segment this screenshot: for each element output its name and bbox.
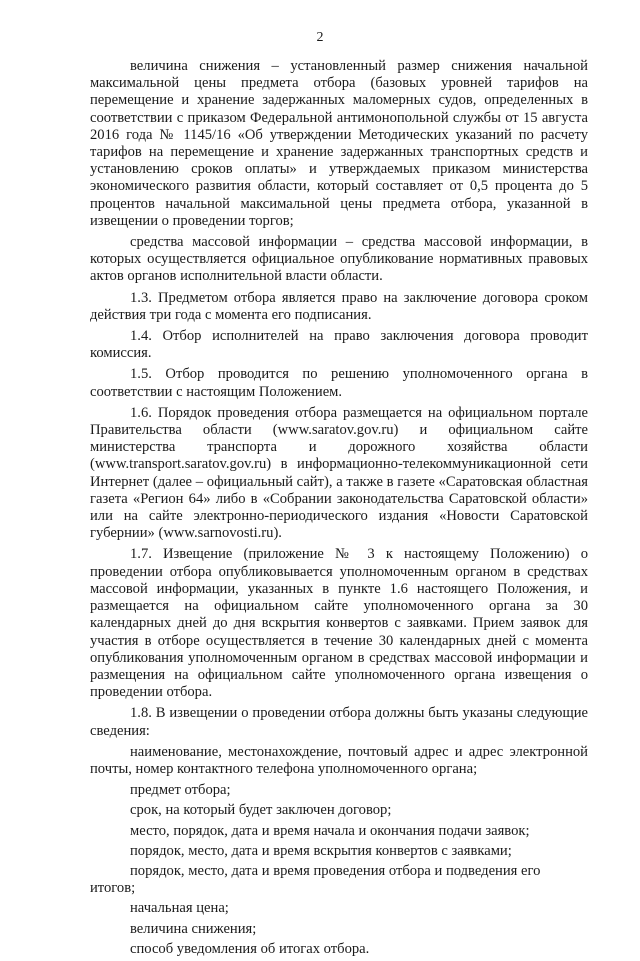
list-item: срок, на который будет заключен договор; xyxy=(130,802,392,819)
paragraph-1-7: 1.7. Извещение (приложение № 3 к настоящему Положению) о проведении отбора опубликовывается уполномоченным органом в средствах массовой информации, указанных в пункте 1.6 настоящего Положения, и размещается на официальном сайте уполномоченного органа за 30 календарных дней до дня вскрытия конвертов с заявками. Прием заявок для участия в отборе осуществляется в течение 30 календарных дней с момента опубликования уполномоченным органом в средствах массовой информации и размещения на официальном сайте уполномоченного органа извещения о проведении отбора. xyxy=(90,546,588,701)
paragraph-1-8: 1.8. В извещении о проведении отбора должны быть указаны следующие сведения: xyxy=(90,705,588,739)
list-item: порядок, место, дата и время вскрытия конвертов с заявками; xyxy=(130,842,512,859)
list-item: величина снижения; xyxy=(130,920,257,937)
paragraph-mass-media: средства массовой информации – средства массовой информации, в которых осуществляется официальное опубликование нормативных правовых актов органов исполнительной власти области. xyxy=(90,234,588,285)
paragraph-1-3: 1.3. Предметом отбора является право на заключение договора сроком действия три года с момента его подписания. xyxy=(90,289,588,323)
list-item: место, порядок, дата и время начала и окончания подачи заявок; xyxy=(130,822,530,839)
paragraph-organ-info: наименование, местонахождение, почтовый адрес и адрес электронной почты, номер контактного телефона уполномоченного органа; xyxy=(90,743,588,777)
list-item: предмет отбора; xyxy=(130,782,231,799)
document-body xyxy=(90,58,588,961)
paragraph-1-4: 1.4. Отбор исполнителей на право заключения договора проводит комиссия. xyxy=(90,328,588,362)
paragraph-reduction-value: величина снижения – установленный размер снижения начальной максимальной цены предмета отбора (базовых уровней тарифов на перемещение и хранение задержанных маломерных судов, определенных в соответствии с приказом Федеральной антимонопольной службы от 15 августа 2016 года № 1145/16 «Об утверждении Методических указаний по расчету тарифов на перемещение и хранение задержанных транспортных средств и установлению сроков оплаты» и утверждаемых приказом министерства экономического развития области, который составляет от 0,5 процента до 5 процентов начальной максимальной цены предмета отбора, указанной в извещении о проведении торгов; xyxy=(90,58,588,229)
page-number: 2 xyxy=(316,30,324,45)
paragraph-1-5: 1.5. Отбор проводится по решению уполномоченного органа в соответствии с настоящим Положением. xyxy=(90,366,588,400)
paragraph-1-6: 1.6. Порядок проведения отбора размещается на официальном портале Правительства области (www.saratov.gov.ru) и официальном сайте министерства транспорта и дорожного хозяйства области (www.transport.saratov.gov.ru) в информационно-телекоммуникационной сети Интернет (далее – официальный сайт), а также в газете «Саратовская областная газета «Регион 64» либо в «Собрании законодательства Саратовской области» или на сайте электронно-периодического издания «Новости Саратовской губернии» (www.sarnovosti.ru). xyxy=(90,404,588,542)
list-item: начальная цена; xyxy=(130,900,229,917)
list-item: способ уведомления об итогах отбора. xyxy=(130,940,370,957)
list-item: порядок, место, дата и время проведения отбора и подведения его итогов; xyxy=(90,862,541,897)
